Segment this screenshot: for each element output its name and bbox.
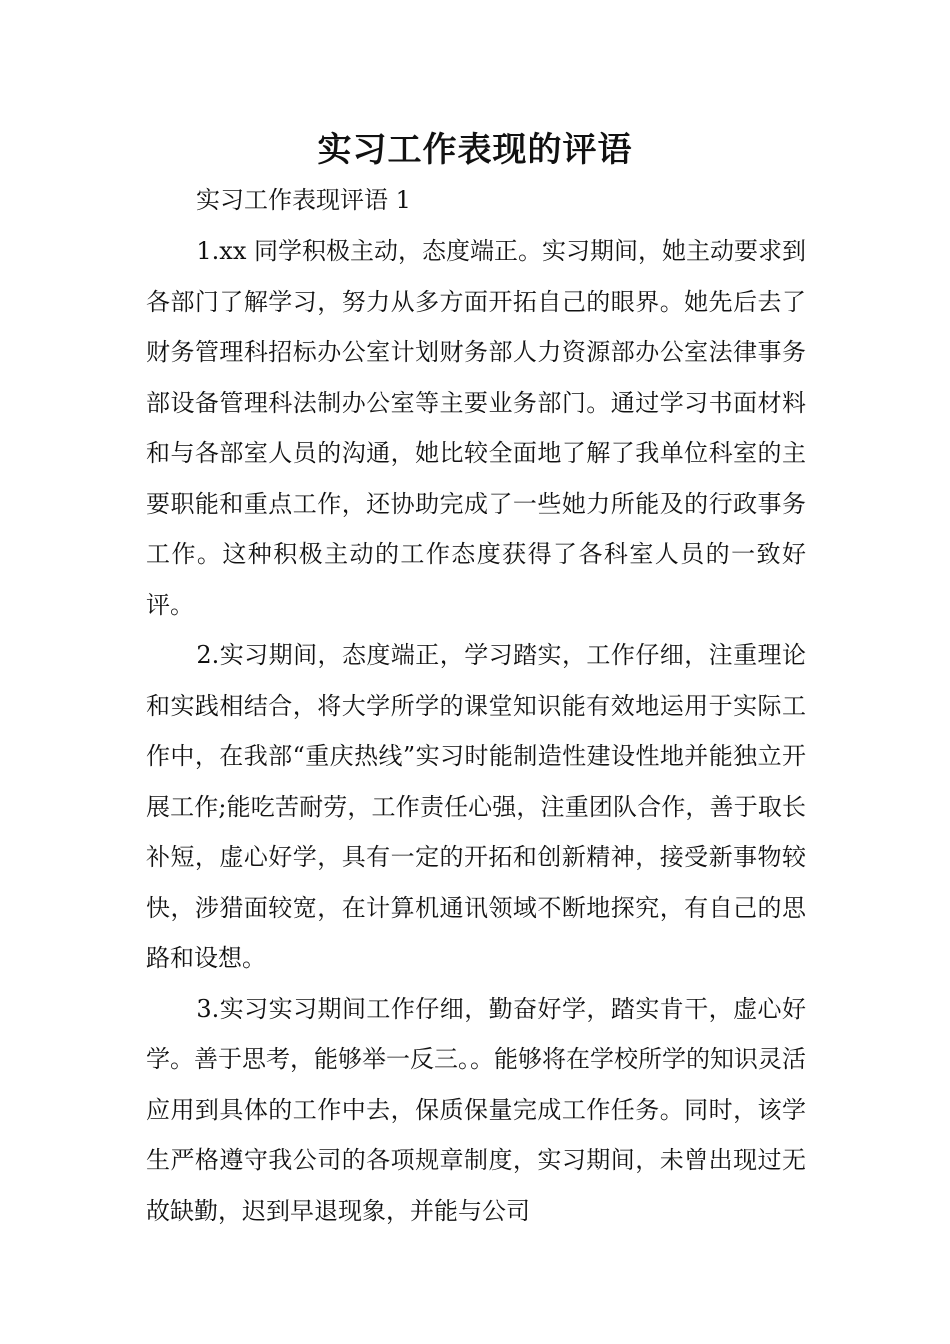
paragraph-1: 1.xx 同学积极主动，态度端正。实习期间，她主动要求到各部门了解学习，努力从多方面开拓自己的眼界。她先后去了财务管理科招标办公室计划财务部人力资源部办公室法律事务部设备管理科法制办公室等主要业务部门。通过学习书面材料和与各部室人员的沟通，她比较全面地了解了我单位科室的主要职能和重点工作，还协助完成了一些她力所能及的行政事务工作。这种积极主动的工作态度获得了各科室人员的一致好评。 bbox=[146, 237, 806, 619]
paragraph-3: 3.实习实习期间工作仔细，勤奋好学，踏实肯干，虚心好学。善于思考，能够举一反三。。能够将在学校所学的知识灵活应用到具体的工作中去，保质保量完成工作任务。同时，该学生严格遵守我公司的各项规章制度，实习期间，未曾出现过无故缺勤，迟到早退现象，并能与公司 bbox=[146, 994, 806, 1225]
paragraph-2: 2.实习期间，态度端正，学习踏实，工作仔细，注重理论和实践相结合，将大学所学的课堂知识能有效地运用于实际工作中，在我部“重庆热线”实习时能制造性建设性地并能独立开展工作;能吃苦耐劳，工作责任心强，注重团队合作，善于取长补短，虚心好学，具有一定的开拓和创新精神，接受新事物较快，涉猎面较宽，在计算机通讯领域不断地探究，有自己的思路和设想。 bbox=[146, 641, 806, 972]
section-heading: 实习工作表现评语 1 bbox=[196, 186, 411, 214]
document-body bbox=[146, 226, 806, 1236]
document-title: 实习工作表现的评语 bbox=[317, 130, 633, 170]
